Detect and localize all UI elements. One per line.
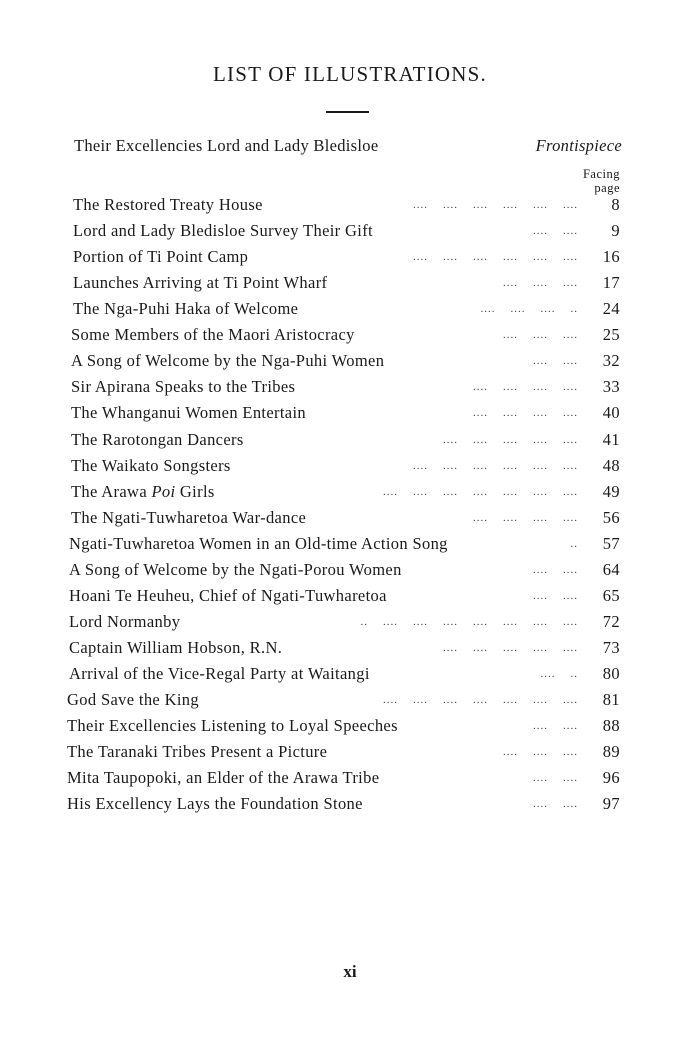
entry-title: The Rarotongan Dancers	[71, 429, 244, 449]
entry-title: Launches Arriving at Ti Point Wharf	[73, 273, 328, 293]
dot-leader: .... .... .... .... ....	[428, 433, 578, 446]
entry-title: Sir Apirana Speaks to the Tribes	[71, 377, 296, 397]
dot-leader: .. .... .... .... .... .... .... ....	[356, 615, 578, 628]
facing-label-line2: page	[594, 181, 620, 195]
entry-page-number: 49	[602, 481, 620, 501]
dot-leader: .... .... .... ..	[476, 303, 578, 316]
entry-page-number: 97	[602, 794, 620, 814]
list-item	[0, 429, 620, 451]
dot-leader: ..	[566, 537, 578, 550]
list-item	[0, 585, 620, 607]
list-item	[0, 220, 620, 242]
entry-title: The Whanganui Women Entertain	[71, 403, 307, 423]
entry-page-number: 57	[602, 533, 620, 553]
entry-title: A Song of Welcome by the Ngati-Porou Women	[69, 559, 402, 579]
entry-page-number: 89	[602, 742, 620, 762]
entry-title: Arrival of the Vice-Regal Party at Waitangi	[69, 663, 370, 683]
dot-leader: .... .... .... ....	[469, 381, 578, 394]
dot-leader: .... .... ....	[488, 277, 578, 290]
entry-title: The Nga-Puhi Haka of Welcome	[73, 299, 299, 319]
dot-leader: .... .... .... .... .... ....	[409, 251, 578, 264]
dot-leader: .... ..	[536, 667, 578, 680]
list-item	[0, 350, 620, 372]
list-item	[0, 715, 620, 737]
dot-leader: .... .... ....	[499, 329, 578, 342]
list-item	[0, 194, 620, 216]
list-item	[0, 272, 620, 294]
entry-title: His Excellency Lays the Foundation Stone	[67, 794, 363, 814]
entry-title: The Restored Treaty House	[73, 195, 263, 214]
entry-page-number: 73	[602, 637, 620, 657]
entry-page-number: 80	[602, 663, 620, 683]
entry-page-number: 48	[602, 455, 620, 475]
frontispiece-title: Their Excellencies Lord and Lady Bledisloe	[74, 136, 379, 155]
dot-leader: .... ....	[529, 720, 578, 732]
frontispiece-label: Frontispiece	[535, 136, 622, 155]
frontispiece-entry	[74, 136, 622, 158]
dot-leader: .... .... .... .... .... ....	[398, 459, 578, 472]
dot-leader: .... .... .... .... .... .... ....	[379, 485, 578, 498]
dot-leader: .... .... .... ....	[469, 511, 578, 524]
list-item	[0, 298, 620, 320]
list-item	[0, 637, 620, 659]
entry-title: Some Members of the Maori Aristocracy	[71, 325, 355, 345]
entry-title: Mita Taupopoki, an Elder of the Arawa Tribe	[67, 768, 380, 788]
list-item	[0, 376, 620, 398]
dot-leader: .... ....	[525, 355, 578, 368]
entry-title: Lord Normanby	[69, 611, 181, 631]
facing-page-label	[560, 167, 620, 195]
entry-page-number: 64	[602, 559, 620, 579]
entry-title: Hoani Te Heuheu, Chief of Ngati-Tuwharetoa	[69, 585, 387, 605]
dot-leader: .... ....	[518, 798, 578, 811]
entry-page-number: 8	[611, 195, 620, 214]
entry-title: The Taranaki Tribes Present a Picture	[67, 742, 328, 762]
entry-title: Portion of Ti Point Camp	[73, 247, 249, 267]
list-item	[0, 455, 620, 477]
list-item	[0, 324, 620, 346]
entry-title: Captain William Hobson, R.N.	[69, 637, 283, 657]
list-item	[0, 767, 620, 789]
entry-title: Ngati-Tuwharetoa Women in an Old-time Action Song	[69, 533, 448, 553]
entry-title: Lord and Lady Bledisloe Survey Their Gift	[73, 221, 373, 241]
entry-page-number: 41	[602, 429, 620, 449]
list-item	[0, 246, 620, 268]
list-item	[0, 611, 620, 633]
entry-page-number: 24	[602, 299, 620, 319]
list-item	[0, 663, 620, 685]
entry-page-number: 40	[602, 403, 620, 423]
list-item	[0, 481, 620, 503]
entry-page-number: 25	[602, 325, 620, 345]
entry-page-number: 16	[602, 247, 620, 267]
list-item	[0, 793, 620, 815]
dot-leader: .... .... .... .... ....	[428, 641, 578, 654]
entry-title: A Song of Welcome by the Nga-Puhi Women	[71, 351, 385, 371]
list-item	[0, 741, 620, 763]
entry-page-number: 65	[602, 585, 620, 605]
dot-leader: .... .... ....	[499, 746, 578, 759]
entry-title: The Waikato Songsters	[71, 455, 231, 475]
entry-page-number: 56	[602, 507, 620, 527]
page-title: LIST OF ILLUSTRATIONS.	[213, 62, 487, 86]
list-item	[0, 533, 620, 555]
entry-title-part: The Arawa	[71, 481, 152, 501]
facing-label-line1: Facing	[582, 167, 620, 181]
entry-page-number: 9	[611, 221, 620, 241]
entry-title: The Ngati-Tuwharetoa War-dance	[71, 507, 307, 527]
entry-title-part: Girls	[175, 481, 215, 501]
entry-page-number: 32	[602, 351, 620, 371]
dot-leader: .... .... .... .... .... .... ....	[368, 694, 578, 706]
dot-leader: .... .... .... ....	[469, 407, 578, 420]
entry-title: Their Excellencies Listening to Loyal Speeches	[67, 716, 398, 735]
entry-page-number: 88	[602, 716, 620, 735]
entry-page-number: 96	[602, 768, 620, 788]
title-rule	[326, 111, 369, 113]
dot-leader: .... .... .... .... .... ....	[409, 199, 578, 211]
dot-leader: .... ....	[529, 563, 578, 576]
dot-leader: .... ....	[529, 589, 578, 602]
entry-title-italic: Poi	[151, 481, 176, 501]
entry-page-number: 33	[602, 377, 620, 397]
dot-leader: .... ....	[529, 772, 578, 785]
entry-title	[71, 481, 215, 503]
page-number: xi	[343, 962, 357, 981]
list-item	[0, 559, 620, 581]
entry-page-number: 81	[602, 690, 620, 709]
entry-page-number: 17	[602, 273, 620, 293]
list-item	[0, 402, 620, 424]
list-item	[0, 689, 620, 711]
list-item	[0, 507, 620, 529]
entry-page-number: 72	[602, 611, 620, 631]
dot-leader: .... ....	[518, 225, 578, 238]
entry-title: God Save the King	[67, 690, 199, 709]
